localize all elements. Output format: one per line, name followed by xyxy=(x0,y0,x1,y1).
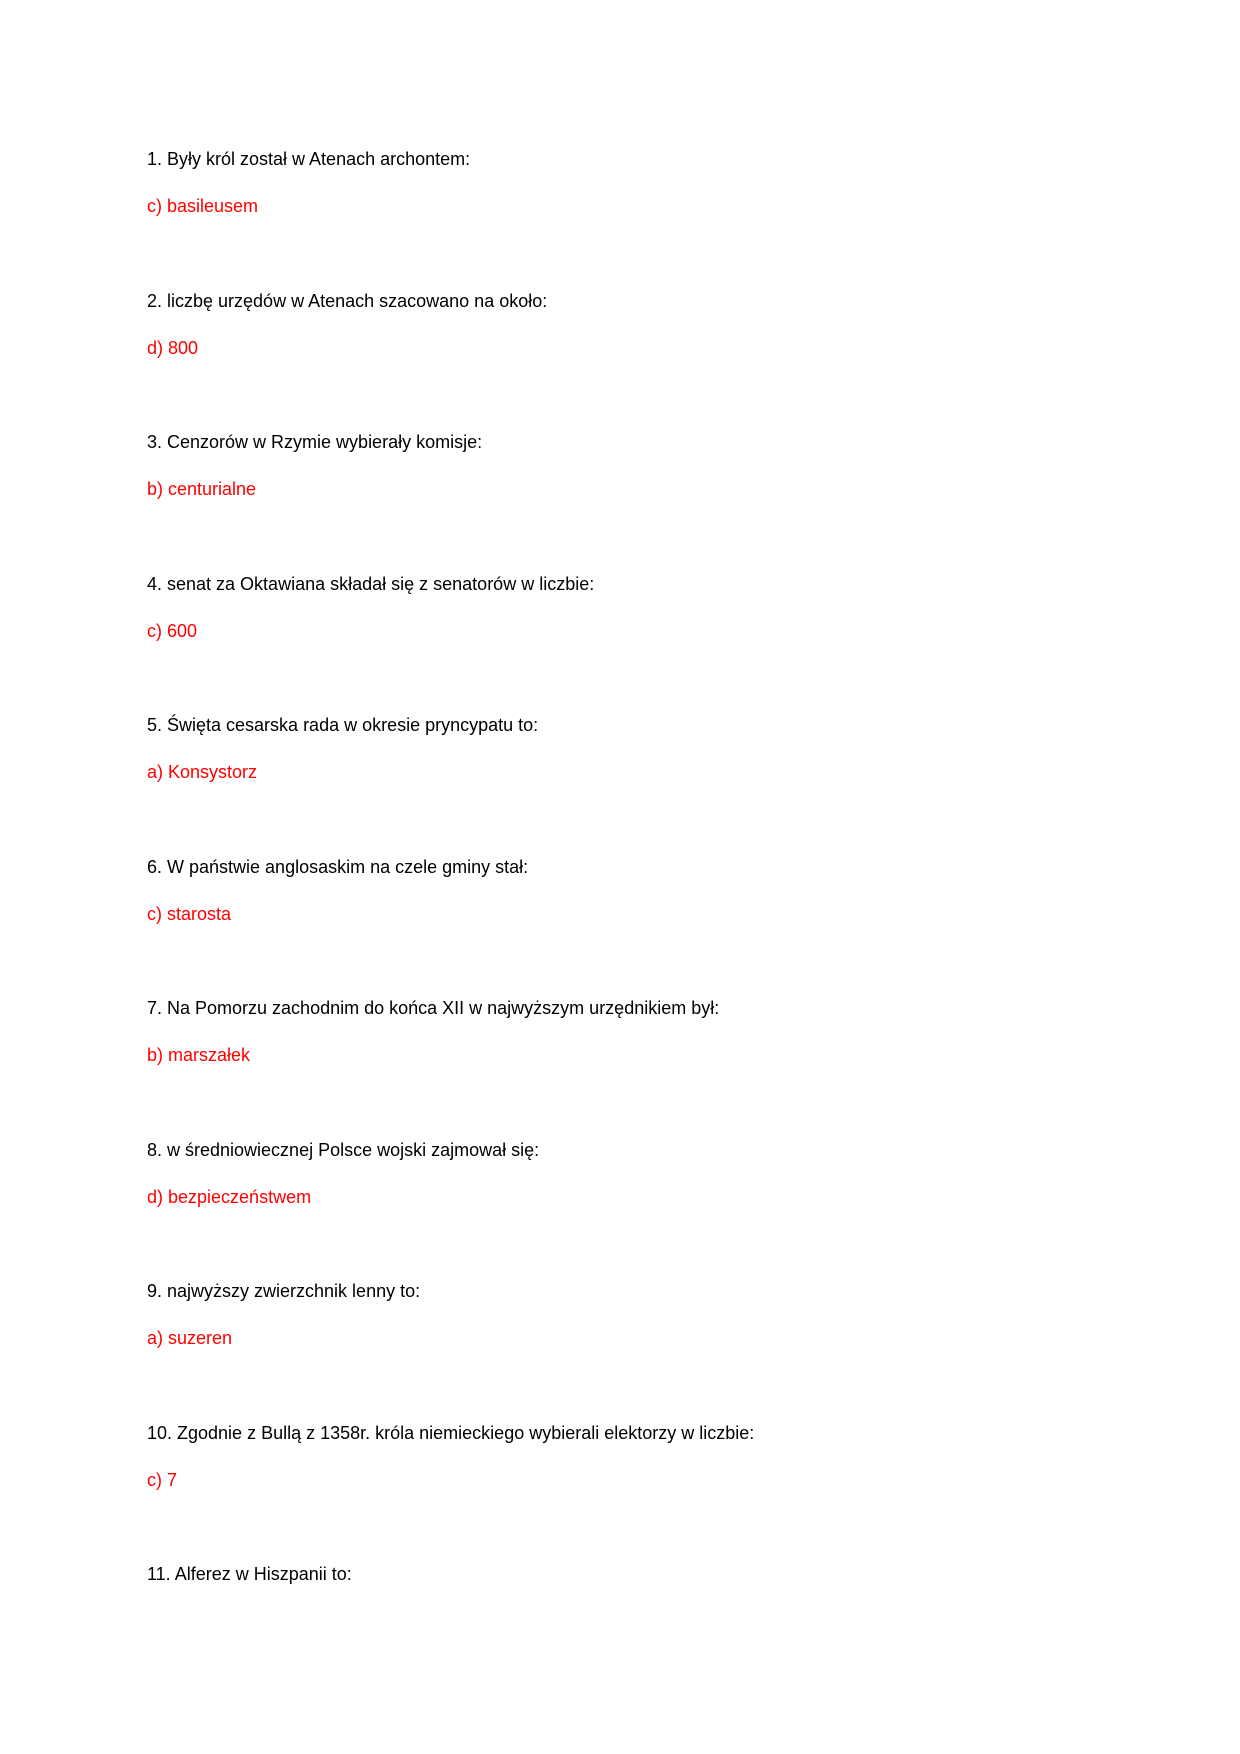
answer-text: c) basileusem xyxy=(147,196,259,216)
answer-text: c) starosta xyxy=(147,903,232,924)
question-text: 3. Cenzorów w Rzymie wybierały komisje: xyxy=(147,432,483,452)
question-item xyxy=(147,1277,1147,1419)
question-text: 11. Alferez w Hiszpanii to: xyxy=(147,1564,352,1584)
question-text: 9. najwyższy zwierzchnik lenny to: xyxy=(147,1281,421,1301)
question-item xyxy=(147,711,1147,853)
question-text: 7. Na Pomorzu zachodnim do końca XII w najwyższym urzędnikiem był: xyxy=(147,998,720,1018)
answer-text: a) Konsystorz xyxy=(147,762,258,782)
question-item xyxy=(147,1419,1147,1561)
answer-text: c) 600 xyxy=(147,620,198,641)
question-text: 8. w średniowiecznej Polsce wojski zajmował się: xyxy=(147,1139,540,1160)
answer-text: d) bezpieczeństwem xyxy=(147,1186,312,1207)
question-list xyxy=(147,145,1147,1702)
question-text: 1. Były król został w Atenach archontem: xyxy=(147,149,471,169)
answer-text: b) marszałek xyxy=(147,1045,251,1065)
question-item xyxy=(147,994,1147,1136)
question-text: 4. senat za Oktawiana składał się z senatorów w liczbie: xyxy=(147,573,595,594)
question-item xyxy=(147,1560,1147,1702)
question-item xyxy=(147,853,1147,995)
answer-text: b) centurialne xyxy=(147,479,257,499)
question-item xyxy=(147,145,1147,287)
question-text: 5. Święta cesarska rada w okresie pryncypatu to: xyxy=(147,715,539,735)
answer-text: c) 7 xyxy=(147,1469,178,1490)
question-item xyxy=(147,570,1147,712)
question-item xyxy=(147,287,1147,429)
answer-text: a) suzeren xyxy=(147,1328,233,1348)
question-text: 10. Zgodnie z Bullą z 1358r. króla niemieckiego wybierali elektorzy w liczbie: xyxy=(147,1422,755,1443)
question-text: 6. W państwie anglosaskim na czele gminy stał: xyxy=(147,856,529,877)
question-item xyxy=(147,428,1147,570)
question-item xyxy=(147,1136,1147,1278)
answer-text: d) 800 xyxy=(147,337,199,358)
question-text: 2. liczbę urzędów w Atenach szacowano na około: xyxy=(147,290,548,311)
